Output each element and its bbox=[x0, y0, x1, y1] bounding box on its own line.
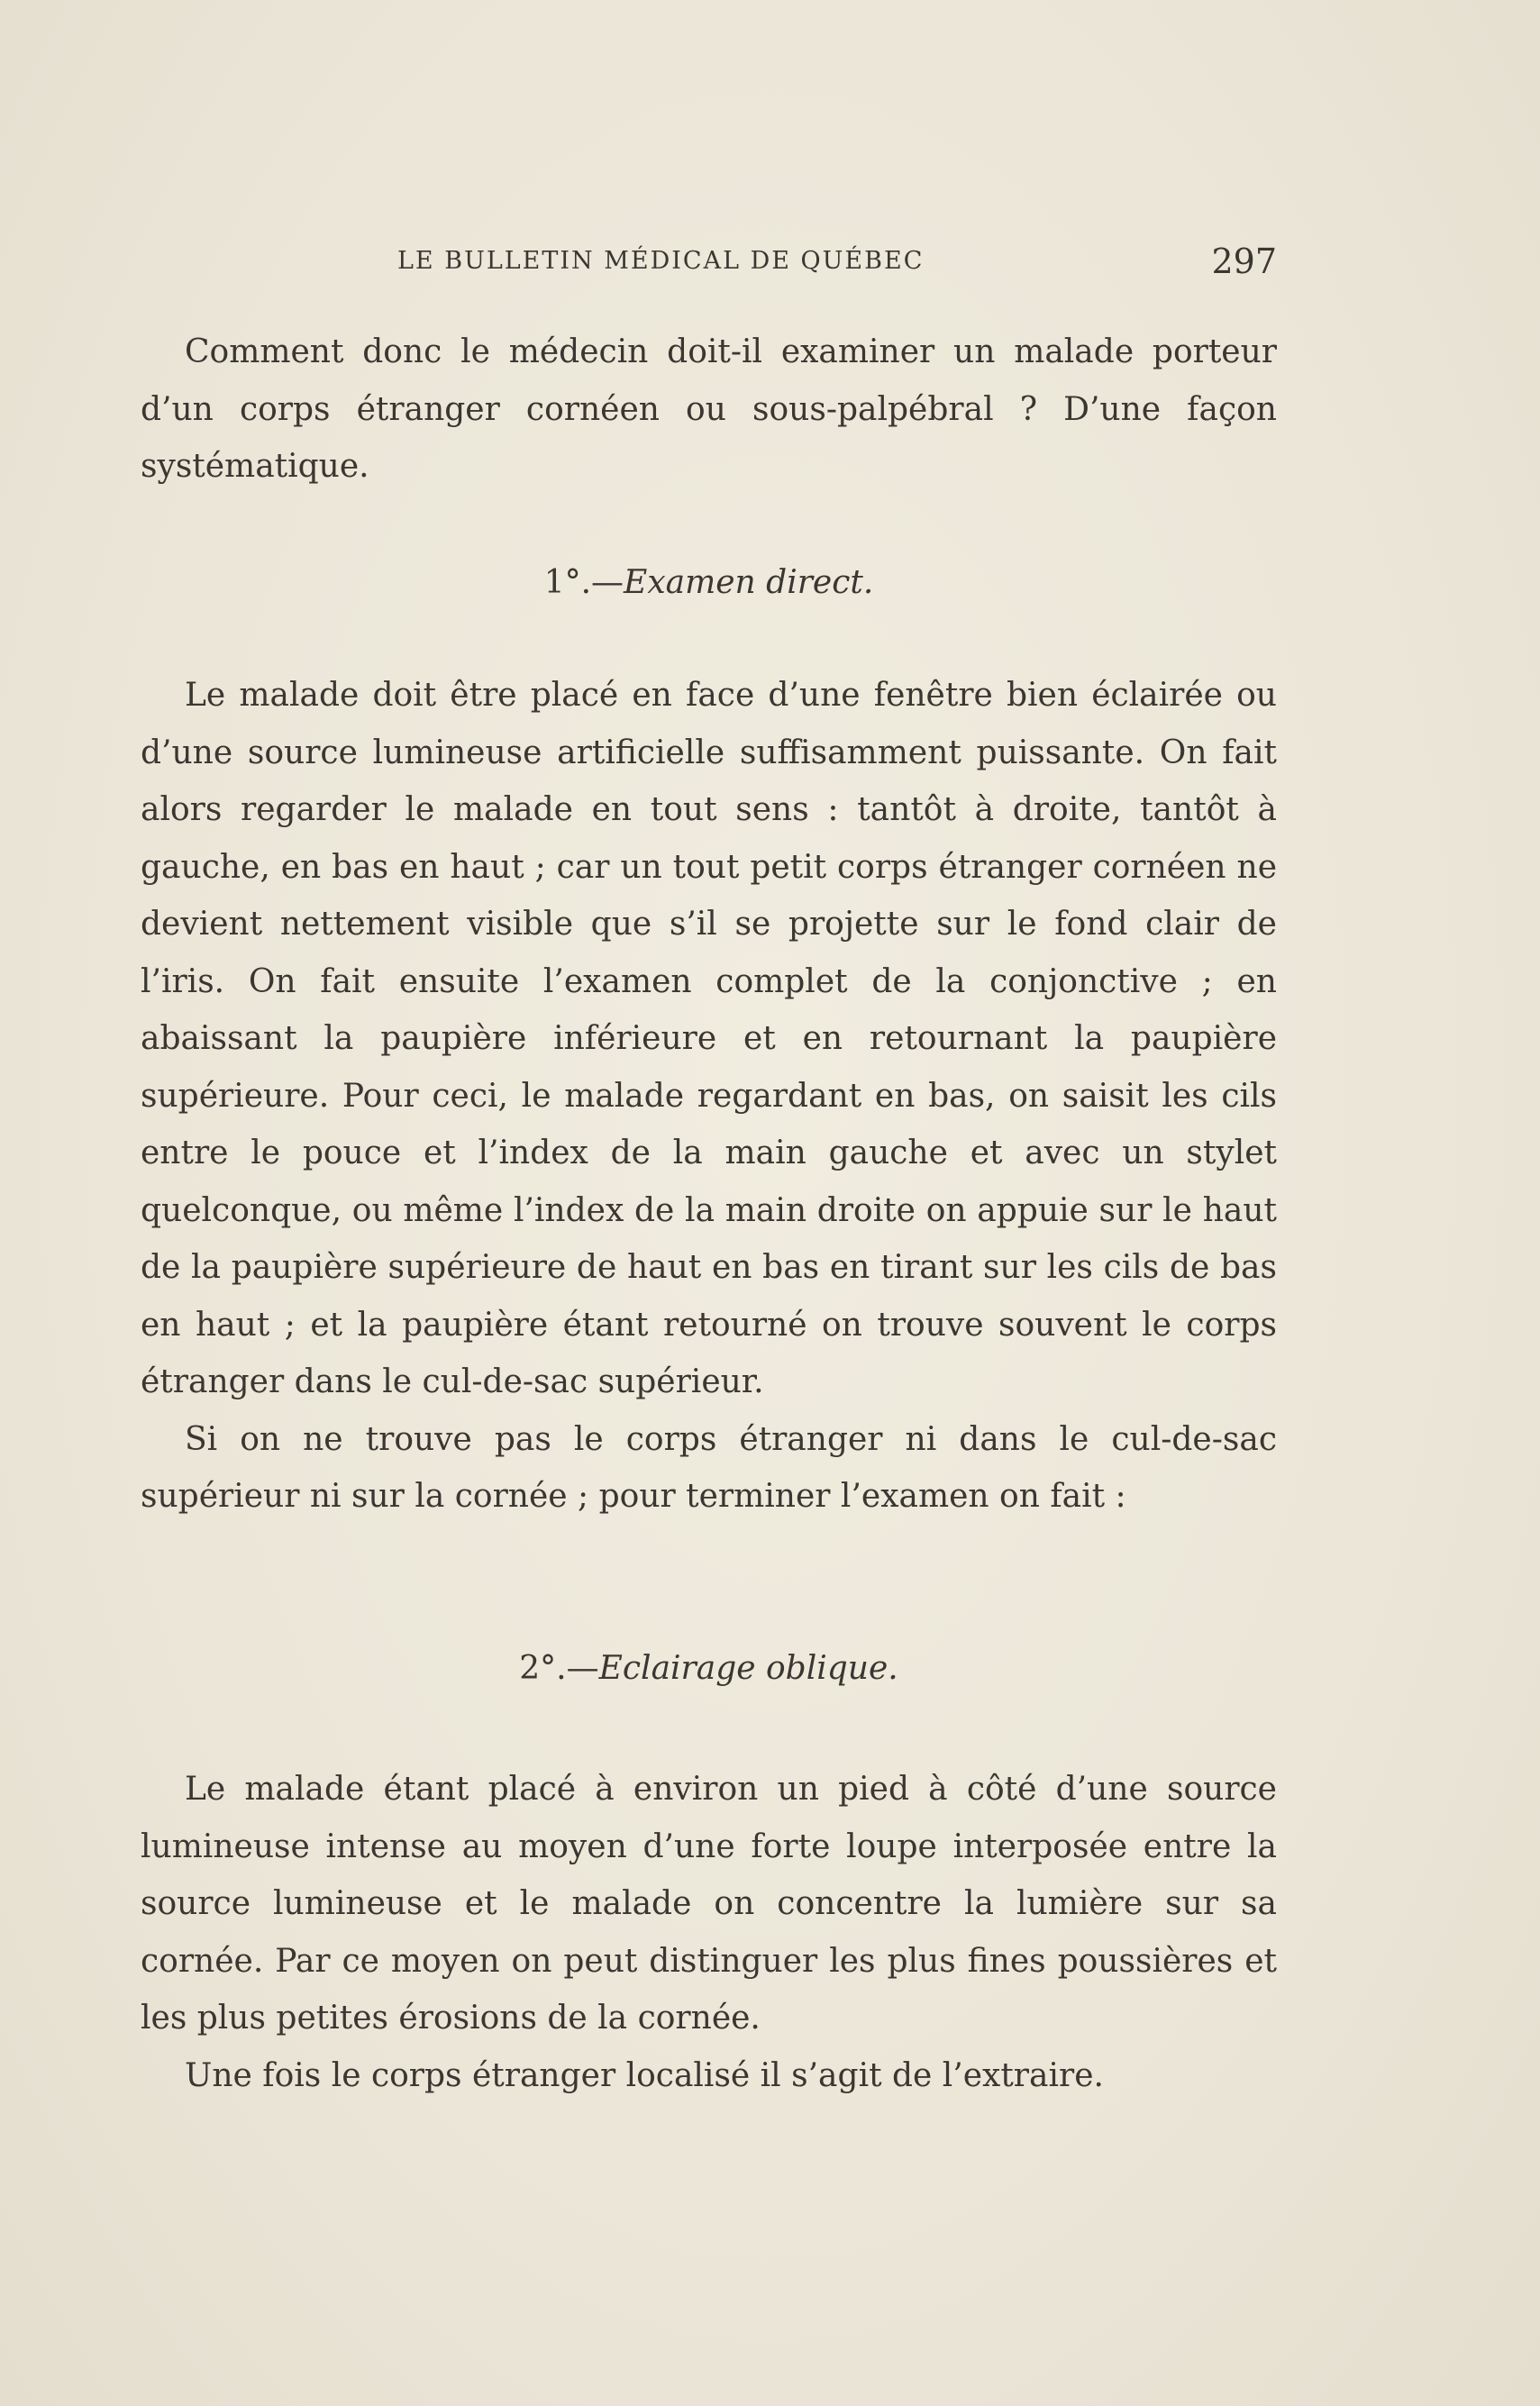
intro-paragraph: Comment donc le médecin doit-il examiner un malade porteur d’un corps étranger cornéen ou sous-palpébral ? D’une façon systématique. bbox=[141, 333, 1277, 485]
section-number: 1°.— bbox=[543, 564, 624, 601]
section-title-text: Examen direct. bbox=[624, 564, 874, 601]
page-header bbox=[141, 242, 1277, 287]
paragraph: Le malade étant placé à environ un pied à côté d’une source lumineuse intense au moyen d’une forte loupe interposée entre la source lumineuse et le malade on concentre la lumière sur sa cornée. Par ce moyen on peut distinguer les plus fines poussières et les plus petites érosions de la cornée. bbox=[141, 1771, 1277, 2037]
page-number: 297 bbox=[1211, 242, 1277, 281]
running-title: LE BULLETIN MÉDICAL DE QUÉBEC bbox=[397, 247, 925, 275]
section-1-heading-block bbox=[141, 556, 1277, 610]
paragraph: Si on ne trouve pas le corps étranger ni dans le cul-de-sac supérieur ni sur la cornée ; pour terminer l’examen on fait : bbox=[141, 1420, 1277, 1515]
section-number: 2°.— bbox=[519, 1650, 599, 1687]
section-1-body bbox=[141, 667, 1277, 1526]
section-title-text: Eclairage oblique. bbox=[598, 1650, 898, 1687]
paragraph: Le malade doit être placé en face d’une fenêtre bien éclairée ou d’une source lumineuse artificielle suffisamment puissante. On fait alors regarder le malade en tout sens : tantôt à droite, tantôt à gauche, en bas en haut ; car un tout petit corps étranger cornéen ne devient nettement visible que s’il se projette sur le fond clair de l’iris. On fait ensuite l’examen complet de la conjonctive ; en abaissant la paupière inférieure et en retournant la paupière supérieure. Pour ceci, le malade regardant en bas, on saisit les cils entre le pouce et l’index de la main gauche et avec un stylet quelconque, ou même l’index de la main droite on appuie sur le haut de la paupière supérieure de haut en bas en tirant sur les cils de bas en haut ; et la paupière étant retourné on trouve souvent le corps étranger dans le cul-de-sac supérieur. bbox=[141, 677, 1277, 1400]
section-2-body bbox=[141, 1761, 1277, 2104]
section-heading bbox=[141, 556, 1277, 610]
intro-block bbox=[141, 324, 1277, 496]
section-2-heading-block bbox=[141, 1642, 1277, 1696]
paragraph: Une fois le corps étranger localisé il s’agit de l’extraire. bbox=[185, 2056, 1104, 2094]
section-heading bbox=[141, 1642, 1277, 1696]
